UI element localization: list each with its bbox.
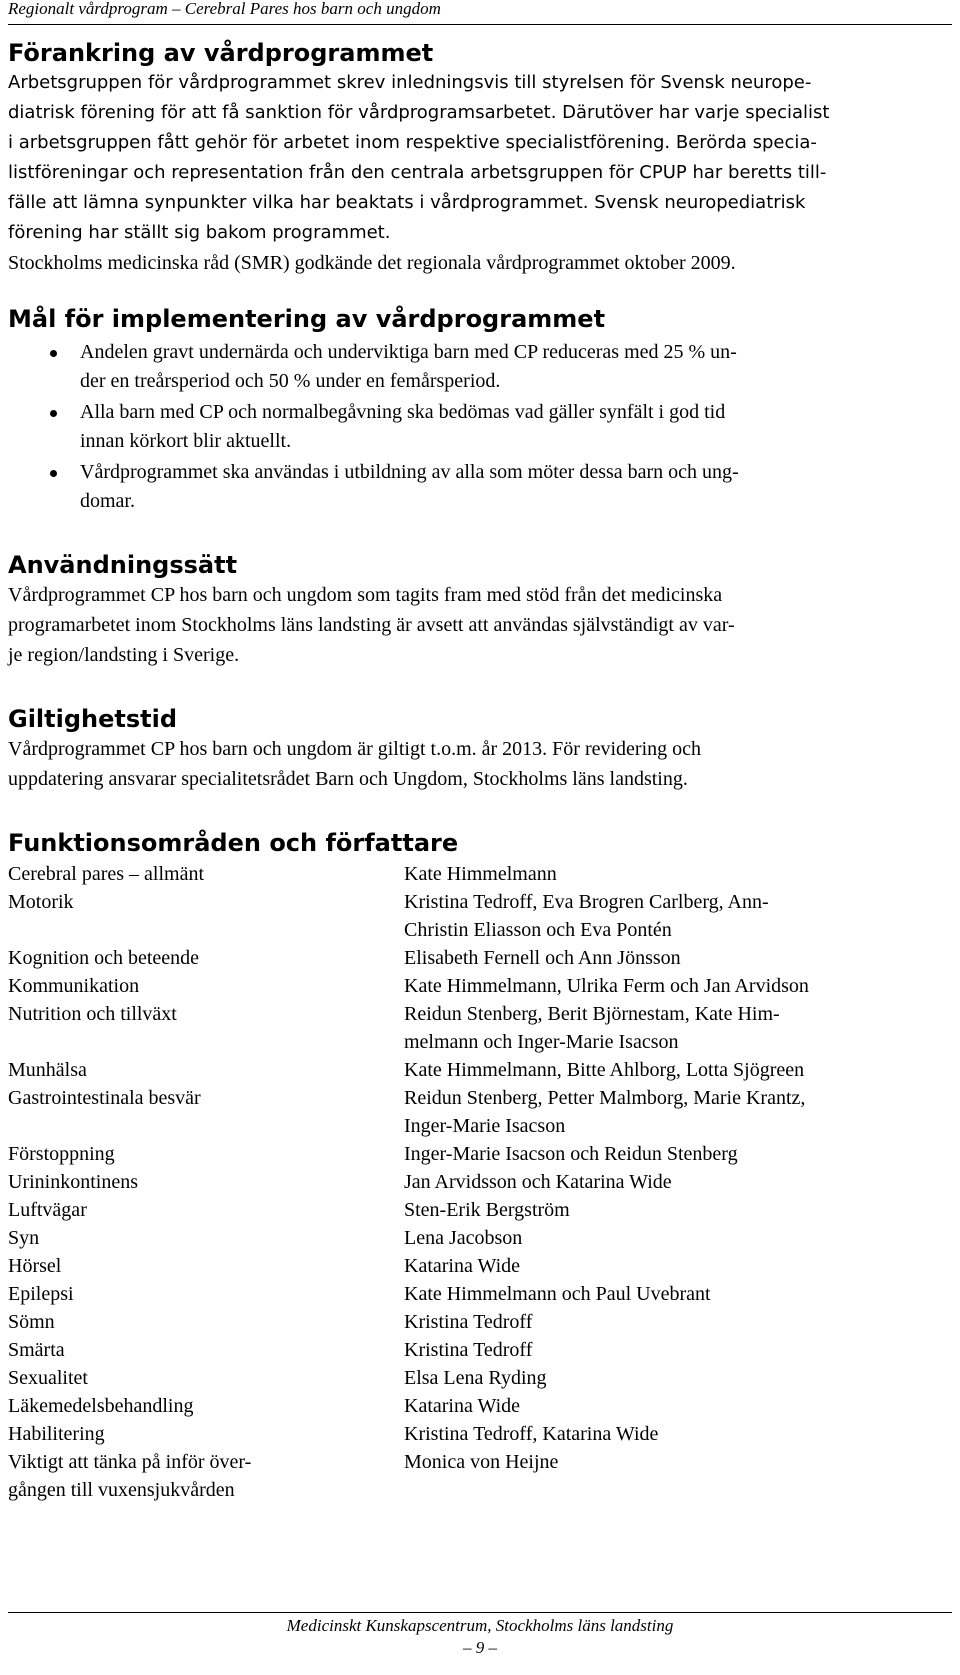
author-row bbox=[8, 1252, 952, 1280]
bullet-line: Alla barn med CP och normalbegåvning ska bedömas vad gäller synfält i god tid bbox=[80, 401, 726, 423]
footer-organization: Medicinskt Kunskapscentrum, Stockholms läns landsting bbox=[286, 1616, 674, 1635]
author-names: Kate Himmelmann, Ulrika Ferm och Jan Arvidson bbox=[404, 975, 809, 997]
author-row bbox=[8, 1056, 952, 1084]
function-area: Hörsel bbox=[8, 1255, 62, 1277]
running-title: Regionalt vårdprogram – Cerebral Pares hos barn och ungdom bbox=[8, 0, 441, 18]
bullet-item bbox=[8, 458, 952, 516]
page-header bbox=[8, 0, 952, 25]
function-area: Syn bbox=[8, 1227, 40, 1249]
paragraph-line: Vårdprogrammet CP hos barn och ungdom är giltigt t.o.m. år 2013. För revidering och bbox=[8, 738, 702, 760]
section-funktion bbox=[8, 828, 952, 1504]
function-area: Sexualitet bbox=[8, 1367, 88, 1389]
author-names: Reidun Stenberg, Petter Malmborg, Marie Krantz, bbox=[404, 1087, 806, 1109]
author-row bbox=[8, 916, 952, 944]
function-area: Munhälsa bbox=[8, 1059, 87, 1081]
bullet-icon bbox=[50, 470, 57, 477]
bullet-icon bbox=[50, 410, 57, 417]
page-number: – 9 – bbox=[463, 1638, 497, 1657]
page-footer bbox=[8, 1612, 952, 1657]
function-area: Kognition och beteende bbox=[8, 947, 200, 969]
author-names bbox=[404, 1476, 952, 1504]
function-area: Motorik bbox=[8, 891, 74, 913]
paragraph-line: listföreningar och representation från den centrala arbetsgruppen för CPUP har beretts till- bbox=[8, 162, 827, 183]
paragraph-line: fälle att lämna synpunkter vilka har beaktats i vårdprogrammet. Svensk neuropediatrisk bbox=[8, 192, 806, 213]
function-area: Luftvägar bbox=[8, 1199, 87, 1221]
bullet-line: domar. bbox=[80, 490, 135, 512]
author-names: Kristina Tedroff, Katarina Wide bbox=[404, 1423, 659, 1445]
section-body-giltighet bbox=[8, 734, 952, 794]
section-giltighet bbox=[8, 704, 952, 794]
section-heading-forankring: Förankring av vårdprogrammet bbox=[8, 39, 434, 67]
author-names: Katarina Wide bbox=[404, 1395, 520, 1417]
author-names: Kristina Tedroff bbox=[404, 1311, 533, 1333]
paragraph-line: diatrisk förening för att få sanktion för vårdprogramsarbetet. Därutöver har varje specialist bbox=[8, 102, 830, 123]
author-names: Katarina Wide bbox=[404, 1255, 520, 1277]
author-names: Kate Himmelmann bbox=[404, 863, 557, 885]
paragraph-line: förening har ställt sig bakom programmet. bbox=[8, 222, 391, 243]
author-row bbox=[8, 1168, 952, 1196]
function-area: Förstoppning bbox=[8, 1143, 115, 1165]
bullet-line: innan körkort blir aktuellt. bbox=[80, 430, 292, 452]
document-body bbox=[8, 38, 952, 1538]
author-row bbox=[8, 1112, 952, 1140]
author-row bbox=[8, 1000, 952, 1028]
function-area: Epilepsi bbox=[8, 1283, 74, 1305]
function-area bbox=[8, 1112, 404, 1140]
author-names: Kate Himmelmann och Paul Uvebrant bbox=[404, 1283, 711, 1305]
function-area: Viktigt att tänka på inför över- bbox=[8, 1451, 252, 1473]
author-names: Monica von Heijne bbox=[404, 1451, 559, 1473]
function-area bbox=[8, 916, 404, 944]
section-body-anvandning bbox=[8, 580, 952, 670]
paragraph-line: Arbetsgruppen för vårdprogrammet skrev inledningsvis till styrelsen för Svensk neurope- bbox=[8, 72, 812, 93]
function-area: Kommunikation bbox=[8, 975, 140, 997]
author-row bbox=[8, 888, 952, 916]
goal-list bbox=[8, 338, 952, 516]
author-row bbox=[8, 972, 952, 1000]
bullet-item bbox=[8, 338, 952, 396]
section-heading-anvandning: Användningssätt bbox=[8, 551, 238, 579]
bullet-line: der en treårsperiod och 50 % under en femårsperiod. bbox=[80, 370, 501, 392]
author-names: Jan Arvidsson och Katarina Wide bbox=[404, 1171, 672, 1193]
function-area: gången till vuxensjukvården bbox=[8, 1479, 235, 1501]
author-row bbox=[8, 1392, 952, 1420]
section-heading-giltighet: Giltighetstid bbox=[8, 705, 178, 733]
author-row bbox=[8, 1364, 952, 1392]
author-names: Kristina Tedroff, Eva Brogren Carlberg, Ann- bbox=[404, 891, 769, 913]
author-row bbox=[8, 1140, 952, 1168]
author-names: Christin Eliasson och Eva Pontén bbox=[404, 919, 672, 941]
section-forankring bbox=[8, 38, 952, 278]
author-table bbox=[8, 860, 952, 1504]
section-heading-mal: Mål för implementering av vårdprogrammet bbox=[8, 305, 606, 333]
function-area: Habilitering bbox=[8, 1423, 105, 1445]
paragraph-line: uppdatering ansvarar specialitetsrådet Barn och Ungdom, Stockholms läns landsting. bbox=[8, 768, 688, 790]
function-area: Gastrointestinala besvär bbox=[8, 1087, 201, 1109]
paragraph-line: i arbetsgruppen fått gehör för arbetet inom respektive specialistförening. Berörda specia- bbox=[8, 132, 817, 153]
author-names: Lena Jacobson bbox=[404, 1227, 523, 1249]
function-area: Urininkontinens bbox=[8, 1171, 138, 1193]
author-row bbox=[8, 1336, 952, 1364]
author-names: Kristina Tedroff bbox=[404, 1339, 533, 1361]
paragraph-line: Vårdprogrammet CP hos barn och ungdom som tagits fram med stöd från det medicinska bbox=[8, 584, 723, 606]
paragraph-line: je region/landsting i Sverige. bbox=[8, 644, 240, 666]
section-anvandning bbox=[8, 550, 952, 670]
author-names: melmann och Inger-Marie Isacson bbox=[404, 1031, 679, 1053]
author-names: Elsa Lena Ryding bbox=[404, 1367, 547, 1389]
author-names: Reidun Stenberg, Berit Björnestam, Kate Him- bbox=[404, 1003, 780, 1025]
bullet-icon bbox=[50, 350, 57, 357]
author-row bbox=[8, 1224, 952, 1252]
function-area: Nutrition och tillväxt bbox=[8, 1003, 177, 1025]
author-row bbox=[8, 1420, 952, 1448]
author-row bbox=[8, 1084, 952, 1112]
function-area bbox=[8, 1028, 404, 1056]
author-row bbox=[8, 1028, 952, 1056]
bullet-line: Vårdprogrammet ska användas i utbildning av alla som möter dessa barn och ung- bbox=[80, 461, 739, 483]
author-names: Inger-Marie Isacson bbox=[404, 1115, 566, 1137]
author-row bbox=[8, 860, 952, 888]
function-area: Sömn bbox=[8, 1311, 55, 1333]
author-names: Elisabeth Fernell och Ann Jönsson bbox=[404, 947, 681, 969]
author-names: Kate Himmelmann, Bitte Ahlborg, Lotta Sjögreen bbox=[404, 1059, 805, 1081]
function-area: Smärta bbox=[8, 1339, 65, 1361]
paragraph-line: Stockholms medicinska råd (SMR) godkände det regionala vårdprogrammet oktober 2009. bbox=[8, 252, 736, 274]
author-names: Sten-Erik Bergström bbox=[404, 1199, 570, 1221]
section-mal bbox=[8, 304, 952, 516]
author-row bbox=[8, 1476, 952, 1504]
bullet-item bbox=[8, 398, 952, 456]
function-area: Cerebral pares – allmänt bbox=[8, 863, 205, 885]
author-row bbox=[8, 944, 952, 972]
bullet-line: Andelen gravt undernärda och underviktiga barn med CP reduceras med 25 % un- bbox=[80, 341, 737, 363]
section-body-forankring bbox=[8, 68, 952, 278]
author-row bbox=[8, 1308, 952, 1336]
paragraph-line: programarbetet inom Stockholms läns landsting är avsett att användas självständigt av var- bbox=[8, 614, 735, 636]
author-names: Inger-Marie Isacson och Reidun Stenberg bbox=[404, 1143, 738, 1165]
section-heading-funktion: Funktionsområden och författare bbox=[8, 829, 459, 857]
author-row bbox=[8, 1280, 952, 1308]
author-row bbox=[8, 1448, 952, 1476]
author-row bbox=[8, 1196, 952, 1224]
function-area: Läkemedelsbehandling bbox=[8, 1395, 194, 1417]
